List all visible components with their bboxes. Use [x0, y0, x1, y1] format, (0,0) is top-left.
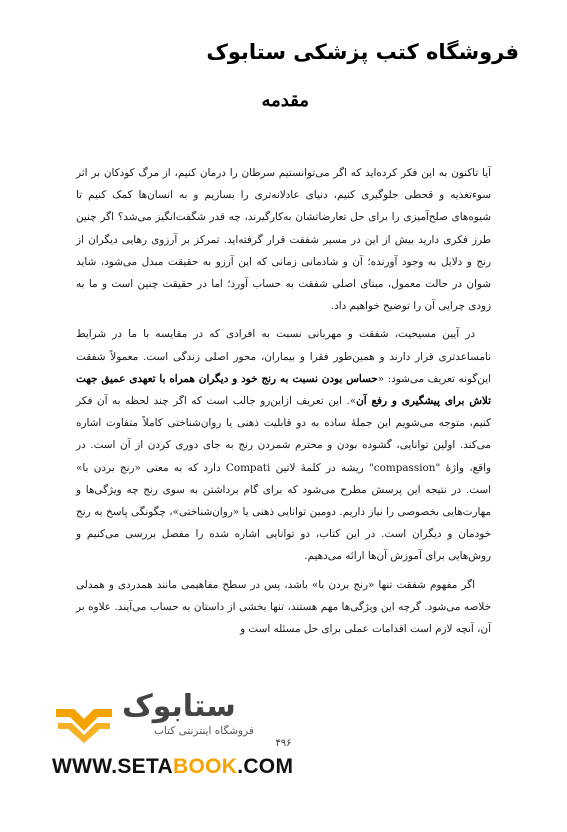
- watermark-url: [52, 755, 293, 779]
- setabook-watermark: [50, 683, 520, 783]
- page-header-title: فروشگاه کتب پزشکی ستابوک: [206, 40, 519, 64]
- compassion-definition: حساس بودن نسبت به رنج خود و دیگران همراه با تعهدی عمیق جهت تلاش برای پیشگیری و رفع آن: [76, 372, 491, 408]
- paragraph-2: [76, 323, 491, 567]
- paragraph-1: آیا تاکنون به این فکر کرده‌اید که اگر می‌توانستیم سرطان را درمان کنیم، از مرگ کودکان بر اثر سوءتغذیه و قحطی جلوگیری کنیم، دنیای عادلانه‌تری را بسازیم و به انسان‌ها کمک کنیم تا شیوه‌های صلح‌آمیزی را برای حل تعارضاتشان به‌کارگیرند، چه قدر شگفت‌انگیز می‌شد؟ اگر چنین طرز فکری دارید بیش از این در مسیر شفقت قرار گرفته‌اید. تمرکز بر آرزوی رهایی دیگران از رنج و دلایل به وجود آورنده؛ آن و شادمانی زمانی که این آرزو به حقیقت مبدل می‌شود، شاید شوان در حالت معمول، مبنای اصلی شفقت به حساب آورد؛ اما در حقیقت چنین است و ما به زودی چرایی آن را توضیح خواهیم داد.: [76, 167, 491, 313]
- watermark-url-accent: BOOK: [173, 755, 238, 778]
- page-number: ۴۹۶: [275, 738, 292, 749]
- body-text: [76, 162, 491, 646]
- paragraph-3: اگر مفهوم شفقت تنها «رنج بردن با» باشد، پس در سطح مفاهیمی مانند همدردی و همدلی خلاصه می‌شود. گرچه این ویژگی‌ها مهم هستند، تنها بخشی از داستان به حساب می‌آیند. علاوه بر آن، آنچه لازم است اقدامات عملی برای حل مسئله است و: [76, 578, 491, 636]
- section-title: مقدمه: [261, 90, 309, 111]
- paragraph-2-rest: ». این تعریف ازاین‌رو جالب است که اگر چند لحظه به آن فکر کنیم، متوجه می‌شویم این جملهٔ ساده به دو قابلیت ذهنی یا روان‌شناختی کاملاً متفاوت اشاره می‌کند. اولین توانایی، گشوده بودن و محترم شمردن رنج به جای دوری کردن از آن است. در واقع، واژهٔ "compassion" ریشه در کلمهٔ لاتین Compati دارد که به معنی «رنج بردن با» است. در نتیجه این پرسش مطرح می‌شود که برای گام برداشتن به سوی رنج چه ویژگی‌ها و مهارت‌هایی بخصوصی را نیاز داریم. دومین توانایی ذهنی یا «روان‌شناختی»، چگونگی پاسخ به رنج خودمان و دیگران است. در این کتاب، دو توانایی اشاره شده را مفصل بررسی می‌کنیم و روش‌هایی برای آموزش آن‌ها ارائه می‌دهیم.: [76, 395, 491, 563]
- watermark-url-prefix: WWW.SETA: [52, 755, 173, 778]
- paragraph-2-start: در آیین مسیحیت، شفقت و مهربانی نسبت به افرادی که در مقایسه با ما در شرایط نامساعدتری قرار دارند و همین‌طور فقرا و بیماران، محور اصلی زندگی است. معمولاً شفقت این‌گونه تعریف می‌شود: «: [76, 328, 491, 385]
- watermark-brand: ستابوک: [122, 689, 236, 724]
- watermark-subtitle: فروشگاه اینترنتی کتاب: [154, 725, 254, 737]
- watermark-url-suffix: .COM: [237, 755, 294, 778]
